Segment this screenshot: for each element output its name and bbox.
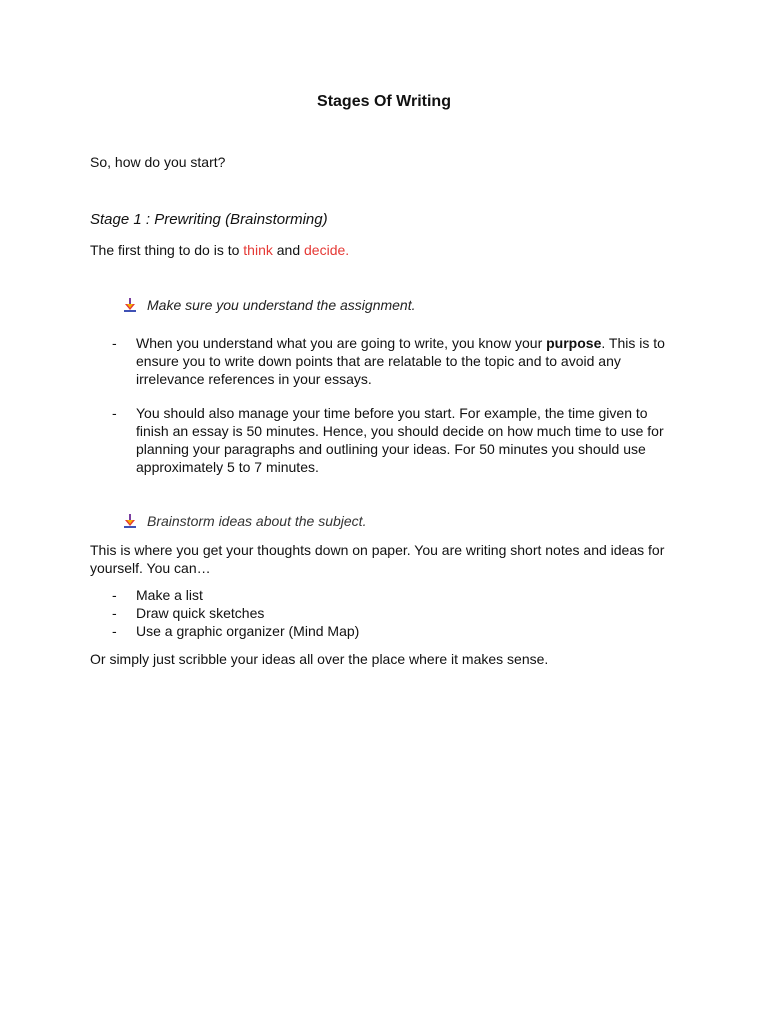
purpose-text-before: When you understand what you are going to write, you know your [136,335,547,351]
list-item [112,622,359,640]
think-highlight: think [243,242,273,258]
brainstorm-list [112,586,359,640]
dash-marker: - [112,605,117,621]
time-management-paragraph: You should also manage your time before you start. For example, the time given to finish an essay is 50 minutes. Hence, you should decide on how much time to use for planning your paragraphs and outlining your ideas. For 50 minutes you should use approximately 5 to 7 minutes. [136,405,664,475]
list-item-text: Draw quick sketches [136,605,265,621]
first-thing-prefix: The first thing to do is to [90,242,244,258]
decide-highlight: decide. [304,242,350,258]
dash-marker: - [112,587,117,603]
list-item [112,404,682,476]
purpose-text-after: . This is to ensure you to write down points that are relatable to the topic and to avoid any irrelevance references in your essays. [136,335,665,387]
bullet-brainstorm-label: Brainstorm ideas about the subject. [147,513,367,529]
down-arrow-bullet-icon [124,514,136,528]
page-title: Stages Of Writing [317,93,451,110]
purpose-bold: purpose [546,335,602,351]
and-connector: and [272,242,305,258]
first-thing-paragraph [90,241,349,259]
list-item-text: Make a list [136,587,203,603]
bullet-understand-assignment [124,296,416,314]
stage-1-heading: Stage 1 : Prewriting (Brainstorming) [90,211,328,228]
list-item [112,604,359,622]
bullet-brainstorm-ideas [124,512,366,530]
dash-marker: - [112,405,117,421]
list-item-text: Use a graphic organizer (Mind Map) [136,623,360,639]
list-item [112,586,359,604]
down-arrow-bullet-icon [124,298,136,312]
intro-text: So, how do you start? [90,154,226,170]
bullet-understand-label: Make sure you understand the assignment. [147,297,416,313]
purpose-paragraph [136,334,682,388]
closing-paragraph: Or simply just scribble your ideas all over the place where it makes sense. [90,651,549,667]
list-item [112,334,682,388]
dash-marker: - [112,623,117,639]
dash-marker: - [112,335,117,351]
brainstorm-description: This is where you get your thoughts down on paper. You are writing short notes and ideas for yourself. You can… [90,542,665,576]
